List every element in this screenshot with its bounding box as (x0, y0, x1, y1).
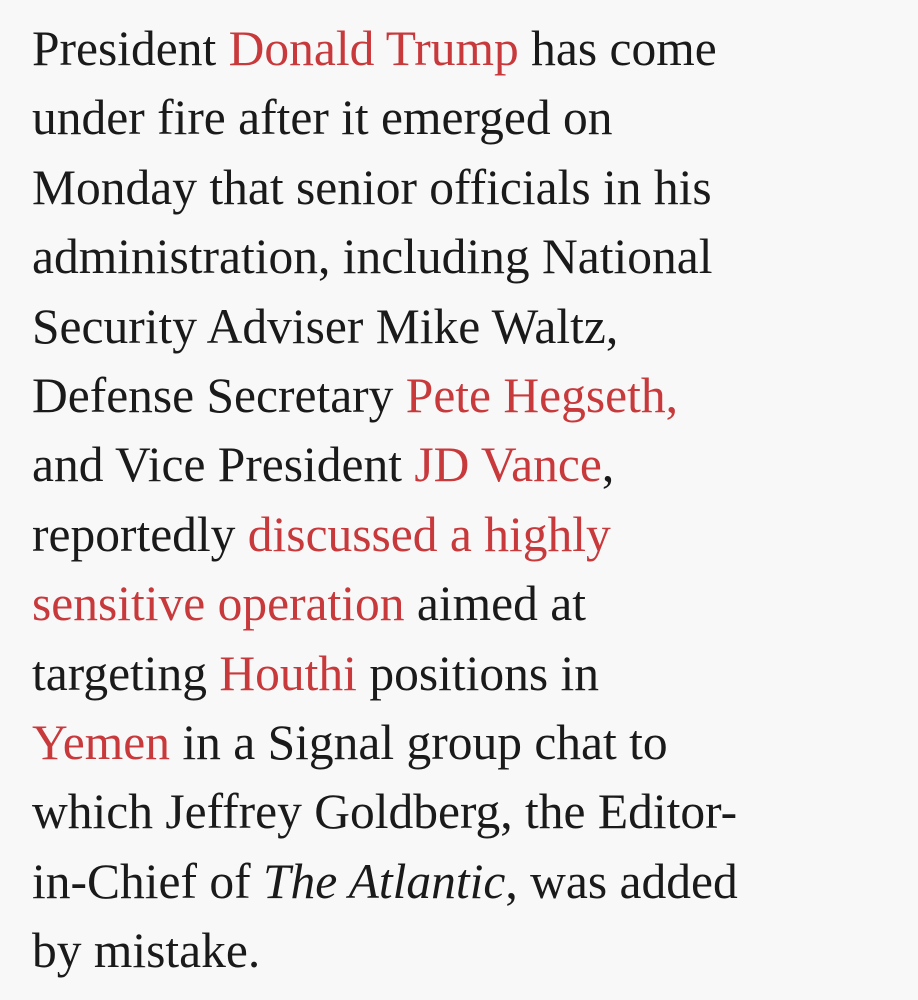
article-line (32, 500, 892, 569)
body-text: Monday that senior officials in his (32, 159, 712, 215)
inline-link[interactable]: sensitive operation (32, 576, 405, 632)
body-text: President (32, 21, 229, 76)
body-text: , was added (505, 853, 738, 909)
body-text: in-Chief of (32, 853, 263, 909)
article-line (32, 639, 892, 708)
article-line (32, 292, 892, 361)
inline-link[interactable]: discussed a highly (247, 506, 611, 562)
article-line (32, 430, 892, 499)
inline-link[interactable]: Pete Hegseth, (405, 368, 678, 424)
article-line (32, 222, 892, 291)
body-text: reportedly (32, 506, 248, 562)
body-text: aimed at (404, 576, 586, 632)
body-text: in a Signal group chat to (170, 715, 668, 771)
article-line (32, 569, 892, 638)
inline-link[interactable]: Yemen (32, 715, 170, 771)
body-text: Security Adviser Mike Waltz, (32, 298, 619, 354)
inline-link[interactable]: Donald Trump (228, 21, 519, 76)
body-text: and Vice President (32, 437, 415, 493)
article-paragraph (32, 14, 892, 986)
article-line (32, 777, 892, 846)
article-line (32, 361, 892, 430)
body-text: Defense Secretary (32, 368, 406, 424)
article-line (32, 153, 892, 222)
body-text: which Jeffrey Goldberg, the Editor- (32, 784, 738, 840)
body-text: targeting (32, 645, 220, 701)
article-line (32, 83, 892, 152)
article-line (32, 14, 892, 83)
body-text: administration, including National (32, 229, 713, 285)
body-text: has come (518, 21, 717, 76)
article-line (32, 916, 892, 985)
inline-link[interactable]: Houthi (219, 645, 357, 701)
body-text: , (601, 437, 615, 493)
body-text: by mistake. (32, 923, 261, 979)
publication-title: The Atlantic (262, 853, 506, 909)
body-text: under fire after it emerged on (32, 90, 613, 146)
article-line (32, 708, 892, 777)
inline-link[interactable]: JD Vance (414, 437, 602, 493)
body-text: positions in (356, 645, 599, 701)
article-line (32, 847, 892, 916)
